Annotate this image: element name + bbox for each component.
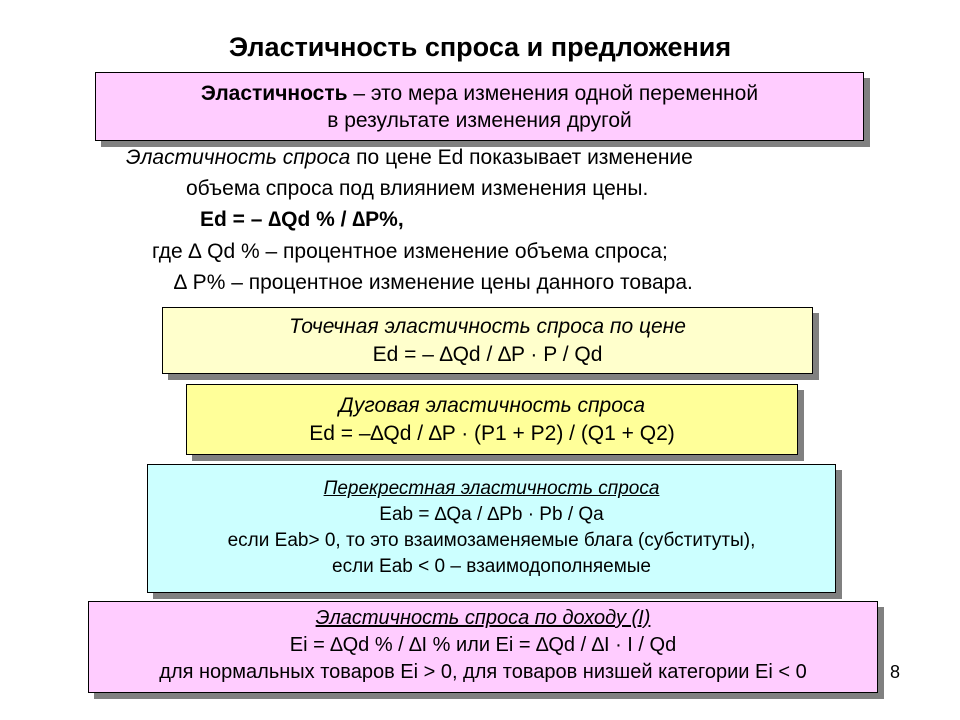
- price-elasticity-term: Эластичность спроса: [126, 146, 351, 169]
- cross-elasticity-formula: Eab = ∆Qa / ∆Pb · Pb / Qa: [379, 504, 604, 525]
- cross-elasticity-box: [147, 464, 836, 593]
- income-elasticity-note: для нормальных товаров Ei > 0, для товаров низшей категории Ei < 0: [159, 661, 807, 683]
- cross-elasticity-note-1: если Eab> 0, то это взаимозаменяемые блага (субституты),: [227, 530, 756, 551]
- arc-elasticity-formula: Ed = –∆Qd / ∆P · (P1 + P2) / (Q1 + Q2): [309, 422, 675, 445]
- slide-title: Эластичность спроса и предложения: [228, 32, 732, 62]
- definition-line-1: [96, 80, 863, 107]
- definition-box: [95, 72, 864, 141]
- point-elasticity-title: Точечная эластичность спроса по цене: [289, 315, 686, 338]
- point-elasticity-formula: Ed = – ∆Qd / ∆P · P / Qd: [372, 343, 603, 366]
- arc-elasticity-title: Дуговая эластичность спроса: [338, 394, 646, 417]
- price-elasticity-where-1: где ∆ Qd % – процентное изменение объема спроса;: [152, 240, 668, 263]
- income-elasticity-formula: Ei = ∆Qd % / ∆I % или Ei = ∆Qd / ∆I · I / Qd: [289, 634, 677, 656]
- cross-elasticity-note-2: если Eab < 0 – взаимодополняемые: [332, 556, 651, 577]
- price-elasticity-line-1: [126, 146, 693, 170]
- cross-elasticity-title: Перекрестная эластичность спроса: [323, 478, 660, 499]
- arc-elasticity-box: [186, 384, 798, 455]
- point-elasticity-box: [162, 307, 813, 374]
- page-number: 8: [890, 662, 901, 682]
- income-elasticity-title: Эластичность спроса по доходу (I): [315, 607, 651, 629]
- price-elasticity-text: по цене Ed показывает изменение: [350, 146, 693, 169]
- income-elasticity-box: [88, 601, 878, 693]
- price-elasticity-formula: Ed = – ∆Qd % / ∆P%,: [200, 208, 404, 231]
- price-elasticity-line-2: объема спроса под влиянием изменения цены.: [186, 177, 649, 200]
- definition-text: – это мера изменения одной переменной: [347, 82, 759, 105]
- definition-line-2: в результате изменения другой: [327, 109, 632, 132]
- price-elasticity-where-2: ∆ P% – процентное изменение цены данного товара.: [174, 271, 693, 294]
- definition-term: Эластичность: [200, 82, 348, 105]
